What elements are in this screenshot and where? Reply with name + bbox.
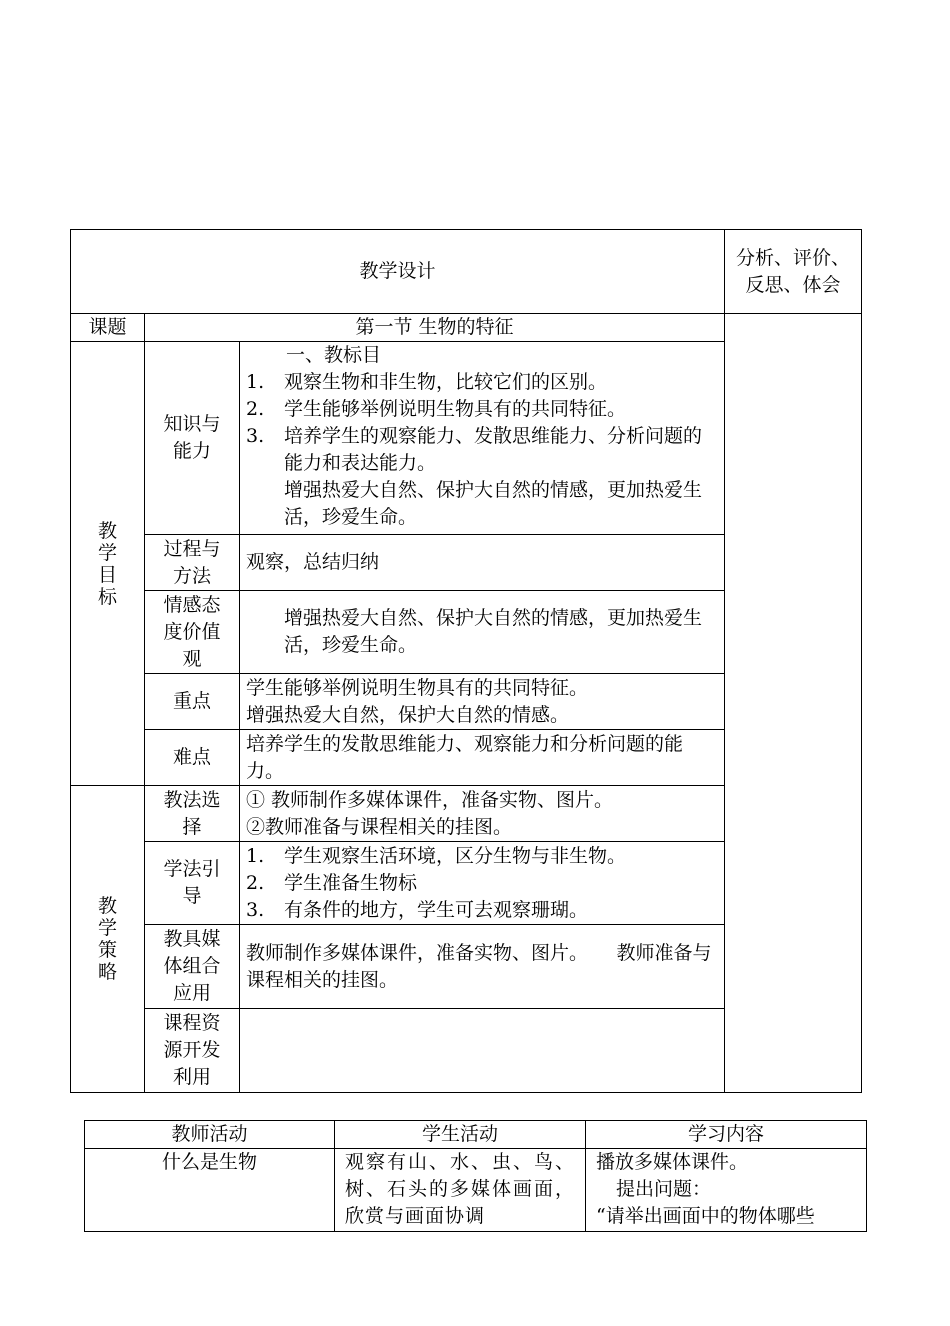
learning-content-cell: 播放多媒体课件。 提出问题： “请举出画面中的物体哪些	[586, 1149, 867, 1232]
emotion-content: 增强热爱大自然、保护大自然的情感，更加热爱生活，珍爱生命。	[240, 591, 725, 674]
difficulty-content: 培养学生的发散思维能力、观察能力和分析问题的能力。	[240, 730, 725, 786]
student-activity-header: 学生活动	[335, 1121, 586, 1149]
key-content: 学生能够举例说明生物具有的共同特征。 增强热爱大自然，保护大自然的情感。	[240, 674, 725, 730]
list-item: 3. 培养学生的观察能力、发散思维能力、分析问题的能力和表达能力。	[246, 425, 703, 474]
list-item: 2. 学生准备生物标	[246, 871, 418, 894]
difficulty-label: 难点	[145, 730, 240, 786]
media-label: 教具媒体组合应用	[145, 925, 240, 1009]
topic-label: 课题	[71, 314, 145, 342]
study-label: 学法引导	[145, 842, 240, 925]
teacher-activity-cell: 什么是生物	[85, 1149, 335, 1232]
knowledge-heading: 一、教标目	[286, 344, 382, 366]
student-activity-cell: 观察有山、水、虫、鸟、树、石头的多媒体画面，欣赏与画面协调	[335, 1149, 586, 1232]
media-content: 教师制作多媒体课件，准备实物、图片。 教师准备与课程相关的挂图。	[240, 925, 725, 1009]
method-content: ① 教师制作多媒体课件，准备实物、图片。 ②教师准备与课程相关的挂图。	[240, 786, 725, 842]
list-item: 2. 学生能够举例说明生物具有的共同特征。	[246, 398, 627, 420]
analysis-header: 分析、评价、反思、体会	[725, 230, 862, 314]
method-label: 教法选择	[145, 786, 240, 842]
goals-label: 教 学 目 标	[71, 342, 145, 786]
strategy-label: 教 学 策 略	[71, 786, 145, 1093]
list-item: 3. 有条件的地方，学生可去观察珊瑚。	[246, 898, 589, 921]
list-item: 1. 学生观察生活环境，区分生物与非生物。	[246, 844, 627, 867]
learning-content-header: 学习内容	[586, 1121, 867, 1149]
resource-content	[240, 1009, 725, 1093]
topic-value: 第一节 生物的特征	[145, 314, 725, 342]
list-item: 1. 观察生物和非生物，比较它们的区别。	[246, 371, 608, 393]
lesson-design-table	[70, 229, 862, 1093]
design-header: 教学设计	[71, 230, 725, 314]
emotion-label: 情感态度价值观	[145, 591, 240, 674]
process-label: 过程与方法	[145, 535, 240, 591]
knowledge-extra: 增强热爱大自然、保护大自然的情感，更加热爱生活，珍爱生命。	[284, 479, 703, 528]
study-list	[246, 843, 718, 924]
resource-label: 课程资源开发利用	[145, 1009, 240, 1093]
activities-table	[84, 1120, 867, 1232]
knowledge-label: 知识与能力	[145, 342, 240, 535]
knowledge-list	[246, 369, 718, 477]
analysis-column	[725, 314, 862, 1093]
knowledge-content	[240, 342, 725, 535]
teacher-activity-header: 教师活动	[85, 1121, 335, 1149]
study-content	[240, 842, 725, 925]
process-content: 观察，总结归纳	[240, 535, 725, 591]
key-label: 重点	[145, 674, 240, 730]
